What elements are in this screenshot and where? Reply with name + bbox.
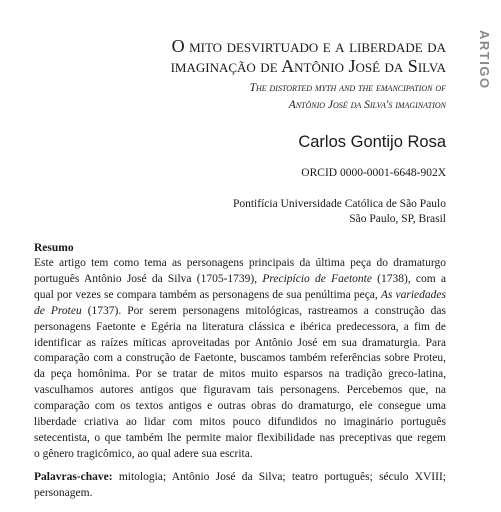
abstract-line: comparação com os textos antigos e outras obras do dramaturgo, ele consegue uma — [34, 400, 446, 413]
play-title: As variedades — [380, 288, 446, 301]
abstract-heading: Resumo — [34, 242, 74, 254]
abstract-line: identificar as raízes míticas aproveitadas por Antônio José em sua dramaturgia. Para — [34, 336, 446, 349]
affiliation-institution: Pontifícia Universidade Católica de São Paulo — [232, 198, 446, 210]
abstract-line: vasculhamos autores antigos que figuravam tais personagens. Percebemos que, na — [34, 384, 446, 397]
abstract-text: (1737). Por serem personagens mitológicas, rastreamos a construção das — [81, 304, 446, 317]
abstract-line: da peça homônima. Por se tratar de mitos muito esparsos na tradição greco-latina, — [34, 368, 446, 381]
abstract-section — [34, 241, 446, 502]
author-affiliation — [233, 197, 446, 227]
abstract-line: setecentista, o que também lhe permite maior flexibilidade nas preceptivas que regem — [34, 431, 446, 444]
orcid-id: ORCID 0000-0001-6648-902X — [301, 167, 446, 179]
abstract-line: liberdade criativa ao lidar com mitos pouco difundidos no imaginário português — [34, 416, 446, 429]
abstract-text: (1738), com a — [371, 272, 447, 285]
section-tab-label: ARTIGO — [477, 30, 492, 90]
keywords-line: personagem. — [34, 486, 93, 499]
keywords-line — [34, 470, 446, 486]
affiliation-location: São Paulo, SP, Brasil — [349, 213, 446, 225]
article-title-line-1: O mito desvirtuado e a liberdade da — [171, 36, 446, 56]
article-subtitle-line-1: The distorted myth and the emancipation of — [249, 82, 446, 94]
abstract-line: Este artigo tem como tema as personagens principais da última peça do dramaturgo — [34, 257, 446, 269]
article-title-line-2: imaginação de Antônio José da Silva — [170, 56, 446, 76]
abstract-line: o gênero tragicômico, ao qual adere sua escrita. — [34, 447, 253, 460]
keywords-section — [34, 470, 446, 502]
abstract-line — [34, 304, 446, 320]
abstract-line — [34, 272, 446, 288]
keywords-label: Palavras-chave: — [34, 470, 113, 483]
article-subtitle — [120, 80, 446, 114]
author-name: Carlos Gontijo Rosa — [298, 133, 446, 151]
play-title: de Proteu — [34, 304, 82, 317]
abstract-line: personagens Faetonte e Egéria na literatura clássica e ibérica predecessora, a fim de — [34, 320, 446, 333]
keywords-list: mitologia; Antônio José da Silva; teatro português; século XVIII; — [112, 470, 446, 483]
article-header — [120, 36, 446, 114]
abstract-text: português Antônio José da Silva (1705-1739), — [34, 272, 263, 285]
abstract-line: comparação com a construção de Faetonte, buscamos também referências sobre Proteu, — [34, 352, 446, 365]
abstract-text: qual por vezes se compara também as personagens de sua penúltima peça, — [34, 288, 381, 301]
play-title: Precipício de Faetonte — [262, 272, 372, 285]
abstract-line — [34, 288, 446, 304]
article-subtitle-line-2: Antônio José da Silva's imagination — [288, 99, 446, 111]
